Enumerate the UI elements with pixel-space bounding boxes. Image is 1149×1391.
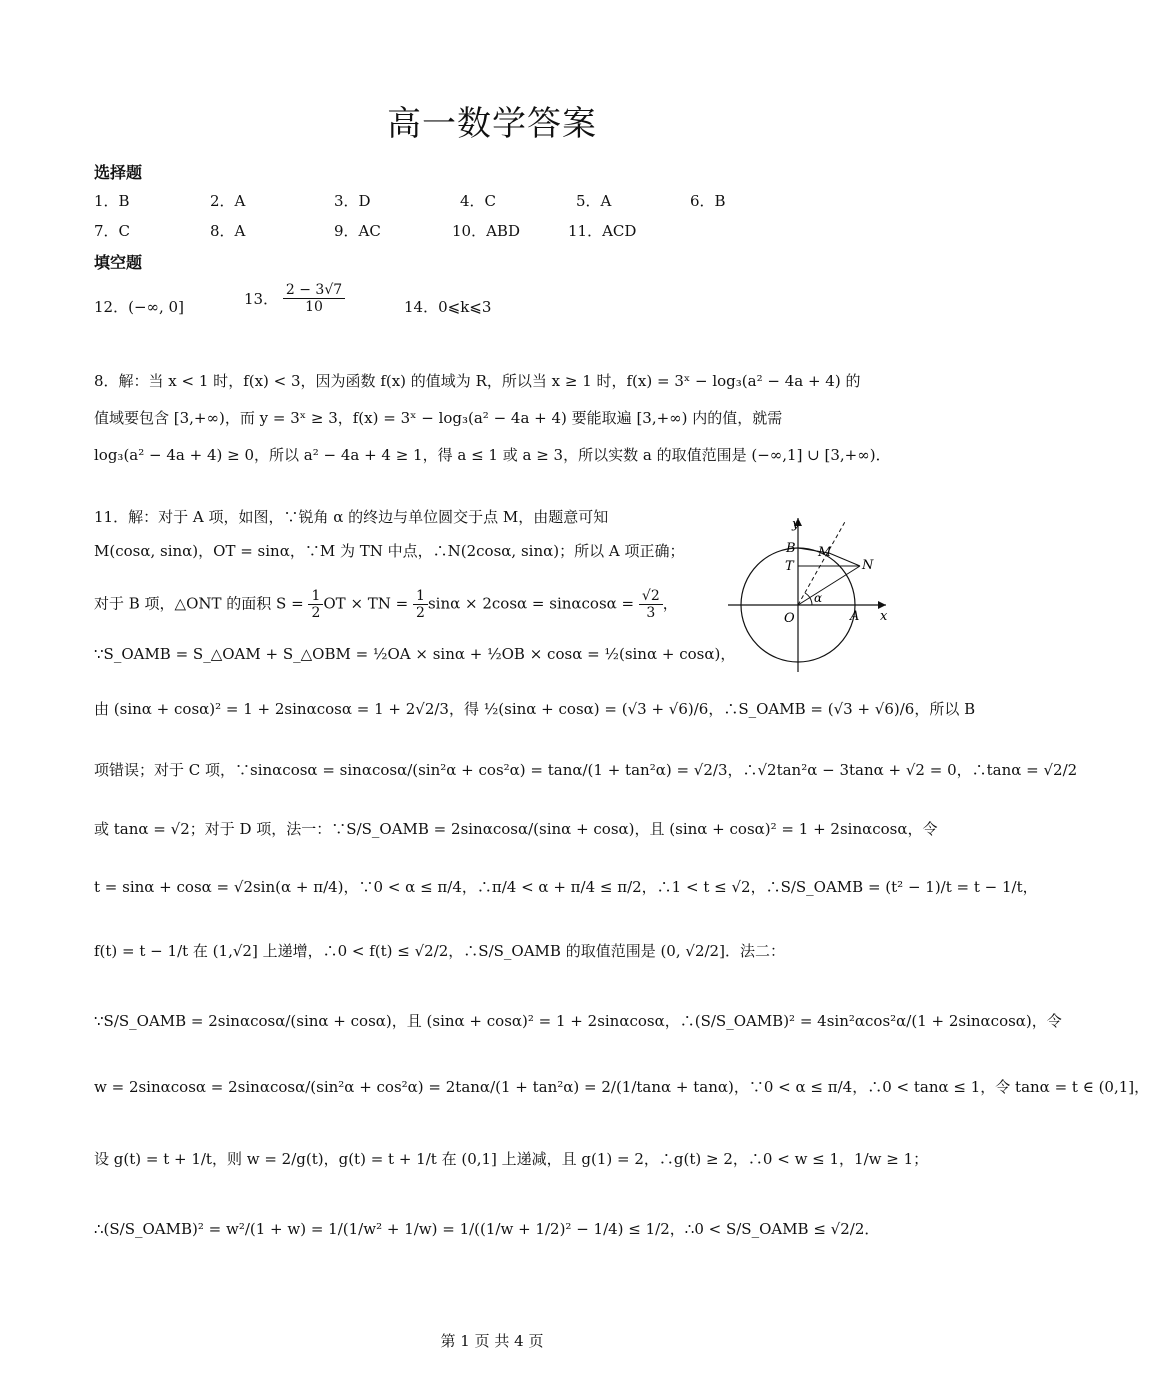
solution8-line: 8．解：当 x < 1 时，f(x) < 3，因为函数 f(x) 的值域为 R，所以当 x ≥ 1 时，f(x) = 3ˣ − log₃(a² − 4a + 4) 的 — [94, 372, 861, 390]
fig-label-A: A — [850, 609, 860, 624]
page-footer: 第 1 页 共 4 页 — [440, 1332, 544, 1350]
solution8-line: 值域要包含 [3,+∞)，而 y = 3ˣ ≥ 3，f(x) = 3ˣ − log₃(a² − 4a + 4) 要能取遍 [3,+∞) 内的值，就需 — [94, 409, 783, 427]
solution11-line: ∴(S/S_OAMB)² = w²/(1 + w) = 1/(1/w² + 1/w) = 1/((1/w + 1/2)² − 1/4) ≤ 1/2，∴0 < S/S_OAMB ≤ √2/2． — [94, 1220, 880, 1238]
fig-label-alpha: α — [814, 591, 823, 605]
solution11-line: 项错误；对于 C 项，∵sinαcosα = sinαcosα/(sin²α + cos²α) = tanα/(1 + tan²α) = √2/3，∴√2tan²α − 3tanα + √2 = 0，∴tanα = √2/2 — [94, 761, 1078, 779]
solution11-line: 由 (sinα + cosα)² = 1 + 2sinαcosα = 1 + 2√2/3，得 ½(sinα + cosα) = (√3 + √6)/6，∴S_OAMB = (√3 + √6)/6，所以 B — [94, 700, 976, 718]
answer-item: 1．B — [94, 192, 130, 210]
section-blank-heading: 填空题 — [94, 253, 143, 272]
fig-label-N: N — [862, 558, 874, 573]
blank-answer-12: 12．(−∞, 0] — [94, 298, 184, 316]
fig-label-M: M — [818, 545, 832, 560]
solution11-line: 设 g(t) = t + 1/t，则 w = 2/g(t)，g(t) = t + 1/t 在 (0,1] 上递减，且 g(1) = 2，∴g(t) ≥ 2，∴0 < w ≤ 1，1/w ≥ 1； — [94, 1150, 929, 1168]
blank-answer-13: 13． $\frac{2 - 3√7}{10}$ — [244, 282, 345, 315]
unit-circle-figure — [722, 512, 892, 674]
section-choice-heading: 选择题 — [94, 163, 143, 182]
solution11-line: 对于 B 项，△ONT 的面积 S = $\frac{1}{2}$ OT × TN = $\frac{1}{2}$ sinα × 2cosα = sinαcosα = $\frac{√2}{3}$ ， — [94, 588, 678, 621]
solution11-line: f(t) = t − 1/t 在 (1,√2] 上递增，∴0 < f(t) ≤ √2/2，∴S/S_OAMB 的取值范围是 (0, √2/2]．法二： — [94, 942, 785, 960]
answer-item: 5．A — [576, 192, 612, 210]
solution11-line: ∵S_OAMB = S_△OAM + S_△OBM = ½OA × sinα + ½OB × cosα = ½(sinα + cosα)， — [94, 645, 736, 663]
answer-item: 7．C — [94, 222, 131, 240]
answer-item: 11．ACD — [568, 222, 637, 240]
blank-answer-14: 14．0⩽k⩽3 — [404, 298, 492, 316]
answer-item: 3．D — [334, 192, 371, 210]
answer-item: 6．B — [690, 192, 726, 210]
solution11-line: ∵S/S_OAMB = 2sinαcosα/(sinα + cosα)，且 (sinα + cosα)² = 1 + 2sinαcosα，∴(S/S_OAMB)² = 4sin²αcos²α/(1 + 2sinαcosα)，令 — [94, 1012, 1062, 1030]
fig-label-B: B — [786, 541, 796, 556]
solution11-line: w = 2sinαcosα = 2sinαcosα/(sin²α + cos²α) = 2tanα/(1 + tan²α) = 2/(1/tanα + tanα)，∵0 < α ≤ π/4，∴0 < tanα ≤ 1，令 tanα = t ∈ (0,1]， — [94, 1078, 1149, 1096]
fig-label-T: T — [785, 559, 794, 574]
page-title: 高一数学答案 — [387, 104, 597, 144]
solution11-line: 或 tanα = √2；对于 D 项，法一：∵S/S_OAMB = 2sinαcosα/(sinα + cosα)，且 (sinα + cosα)² = 1 + 2sinαcosα，令 — [94, 820, 938, 838]
solution11-line: M(cosα, sinα)，OT = sinα，∵M 为 TN 中点，∴N(2cosα, sinα)；所以 A 项正确； — [94, 542, 685, 560]
answer-item: 8．A — [210, 222, 246, 240]
solution8-line: log₃(a² − 4a + 4) ≥ 0，所以 a² − 4a + 4 ≥ 1，得 a ≤ 1 或 a ≥ 3，所以实数 a 的取值范围是 (−∞,1] ∪ [3,+∞)． — [94, 446, 891, 464]
answer-item: 2．A — [210, 192, 246, 210]
fig-label-O: O — [784, 611, 795, 626]
solution11-line: 11．解：对于 A 项，如图，∵锐角 α 的终边与单位圆交于点 M，由题意可知 — [94, 508, 609, 526]
answer-item: 4．C — [460, 192, 497, 210]
solution11-line: t = sinα + cosα = √2sin(α + π/4)，∵0 < α ≤ π/4，∴π/4 < α + π/4 ≤ π/2，∴1 < t ≤ √2，∴S/S_OAMB = (t² − 1)/t = t − 1/t， — [94, 878, 1038, 896]
answer-item: 10．ABD — [452, 222, 520, 240]
fig-label-y: y — [792, 517, 800, 532]
answer-item: 9．AC — [334, 222, 381, 240]
fig-label-x: x — [880, 609, 888, 624]
